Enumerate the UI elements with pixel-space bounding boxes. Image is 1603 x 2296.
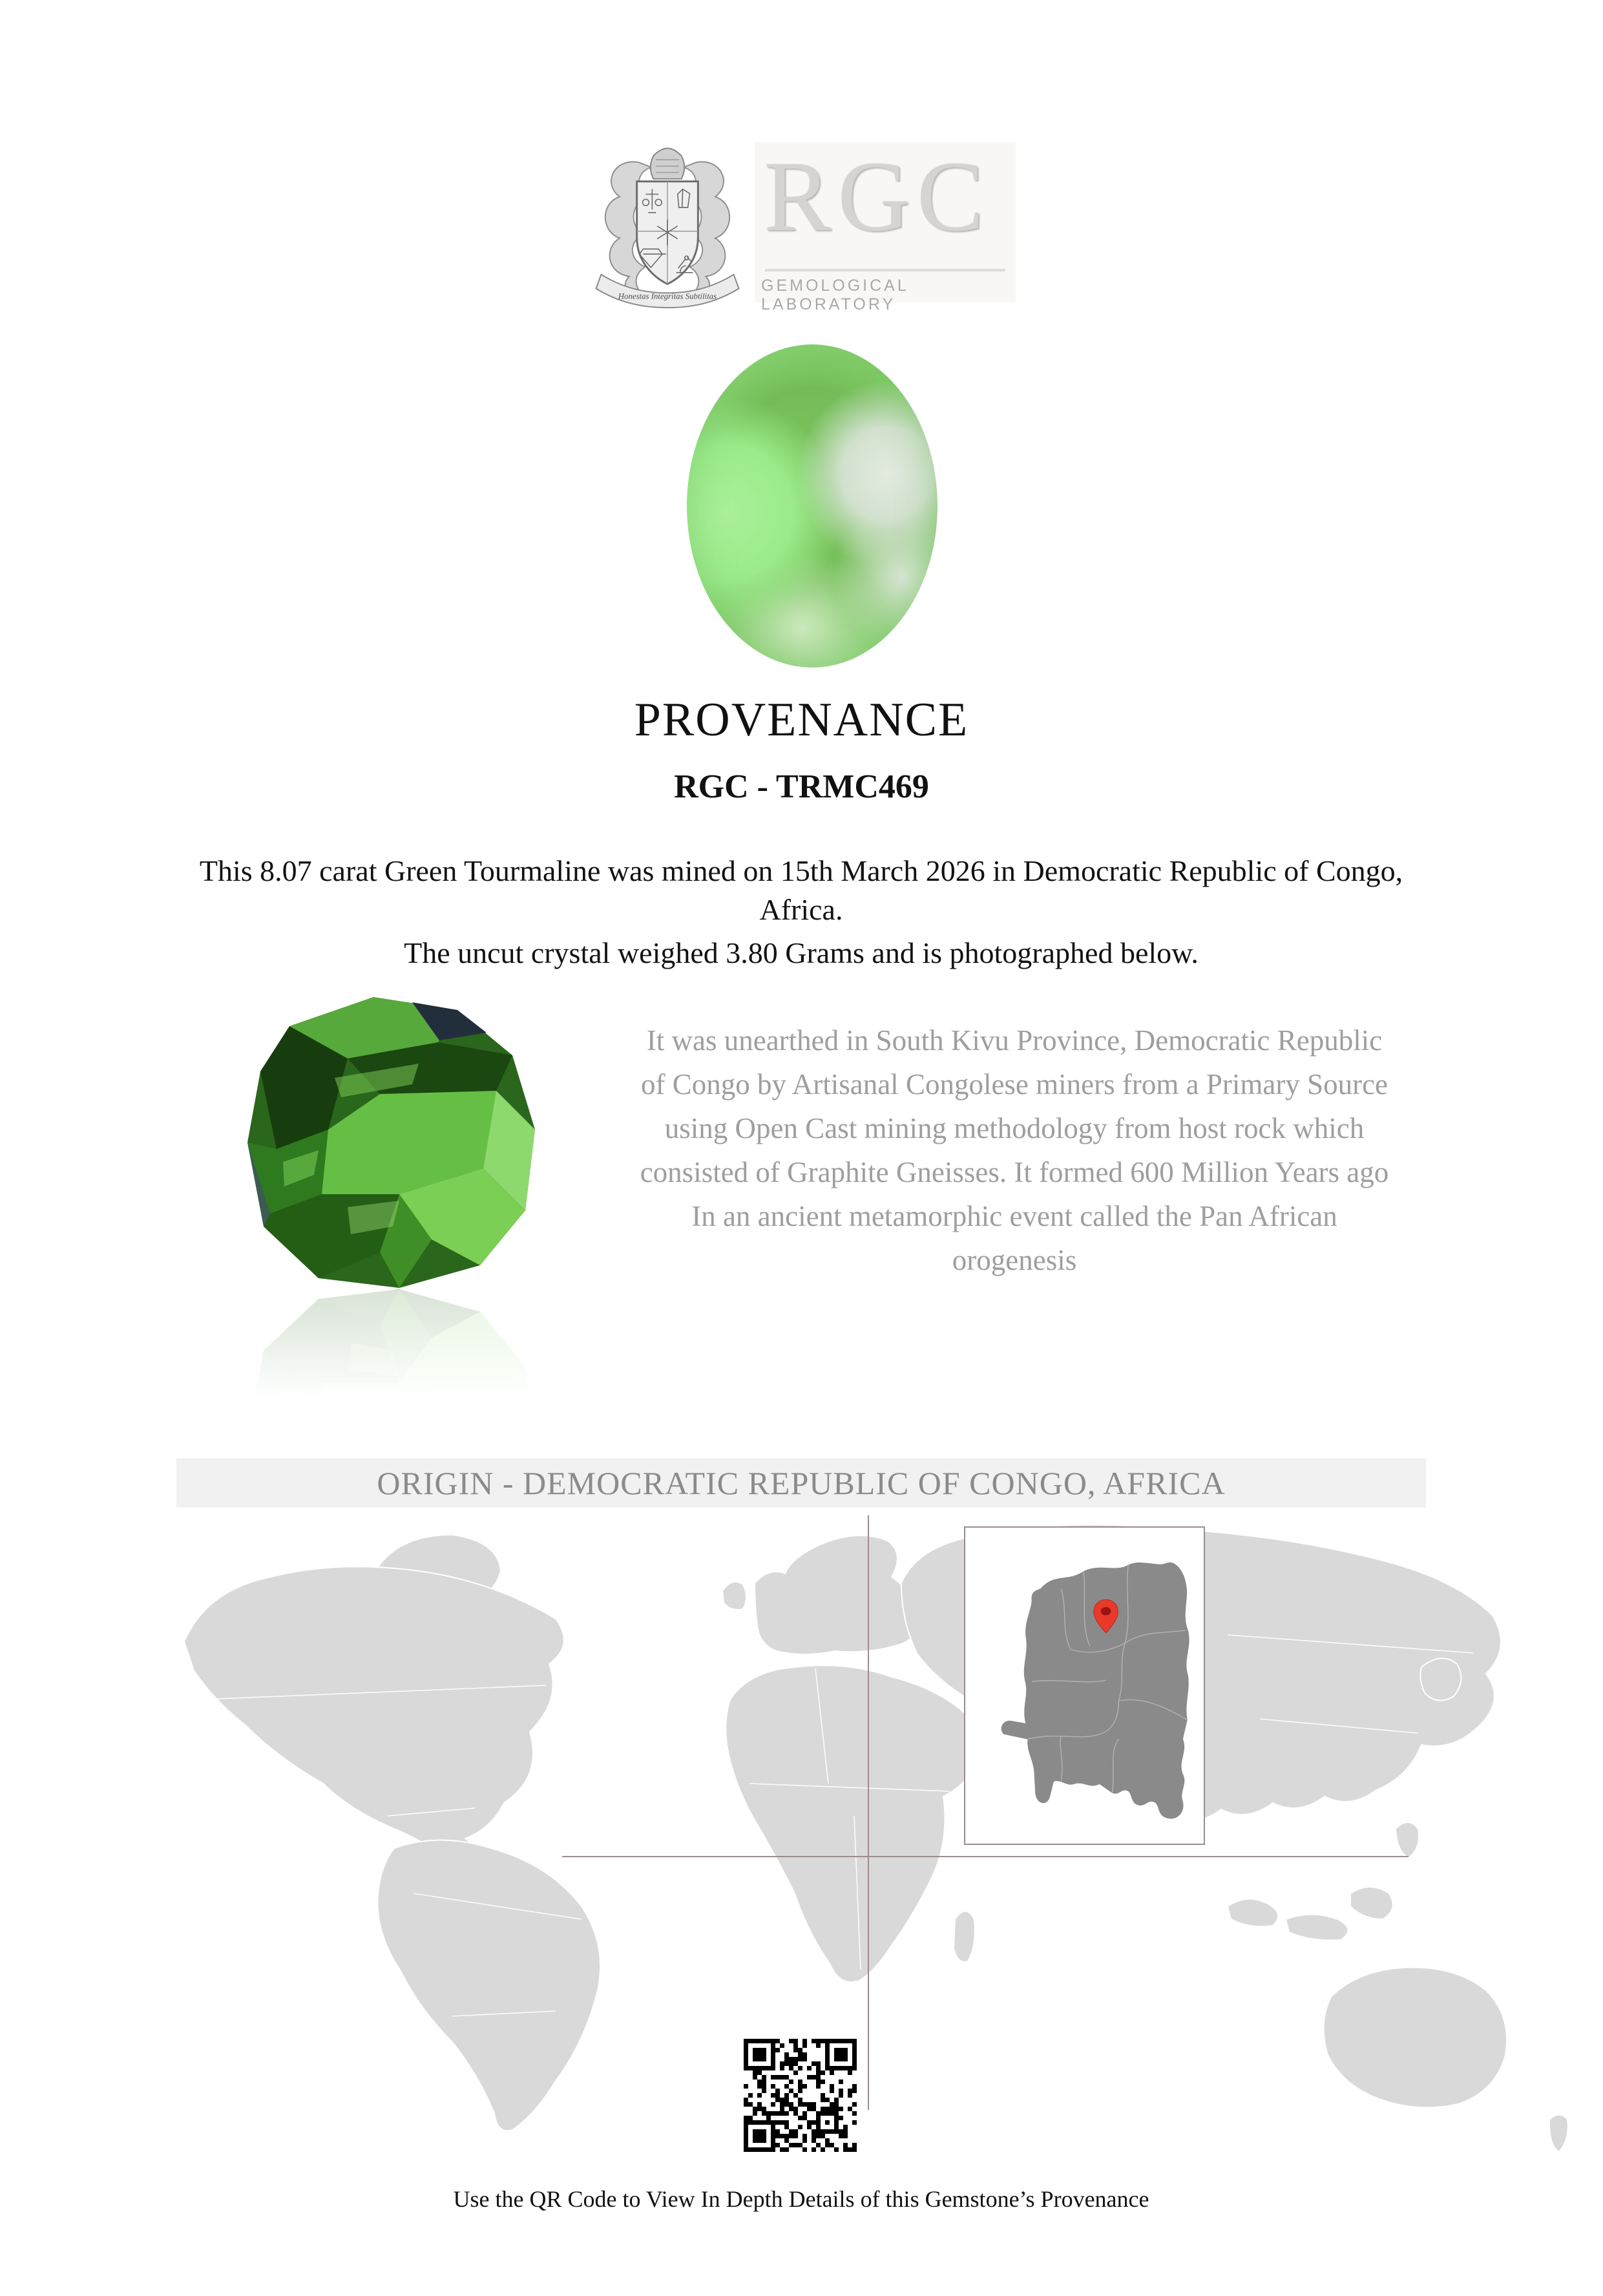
report-id: RGC - TRMC469 <box>674 768 929 805</box>
provenance-details-paragraph: It was unearthed in South Kivu Province, Democratic Republic of Congo by Artisanal Congolese miners from a Primary Source using Open Cast mining methodology from host rock which consisted of Graphite Gneisses. It formed 600 Million Years ago In an ancient metamorphic event called the Pan African orogenesis <box>640 1024 1389 1276</box>
origin-banner: ORIGIN - DEMOCRATIC REPUBLIC OF CONGO, AFRICA <box>176 1459 1426 1508</box>
uncut-statement: The uncut crystal weighed 3.80 Grams and is photographed below. <box>404 936 1199 969</box>
drc-country-shape <box>1001 1563 1189 1818</box>
drc-inset-map <box>964 1526 1205 1845</box>
rough-crystal-image <box>186 981 569 1435</box>
coat-of-arms-icon <box>583 123 751 311</box>
qr-caption: Use the QR Code to View In Depth Details of this Gemstone’s Provenance <box>453 2186 1149 2212</box>
brand-divider <box>765 269 1005 271</box>
brand-wordmark: RGC <box>764 140 990 252</box>
qr-code <box>744 2039 857 2152</box>
crest-motto: Honestas Integritas Subtilitas <box>618 291 717 301</box>
map-horizontal-crosshair <box>562 1856 1409 1857</box>
location-pin-core <box>1101 1607 1111 1616</box>
page-title: PROVENANCE <box>634 693 969 746</box>
mined-statement: This 8.07 carat Green Tourmaline was mined on 15th March 2026 in Democratic Republic of Congo, Africa. <box>199 854 1403 926</box>
brand-subtitle: GEMOLOGICAL LABORATORY <box>761 277 908 313</box>
map-vertical-crosshair <box>868 1515 869 2110</box>
cut-gemstone-image <box>687 344 938 668</box>
